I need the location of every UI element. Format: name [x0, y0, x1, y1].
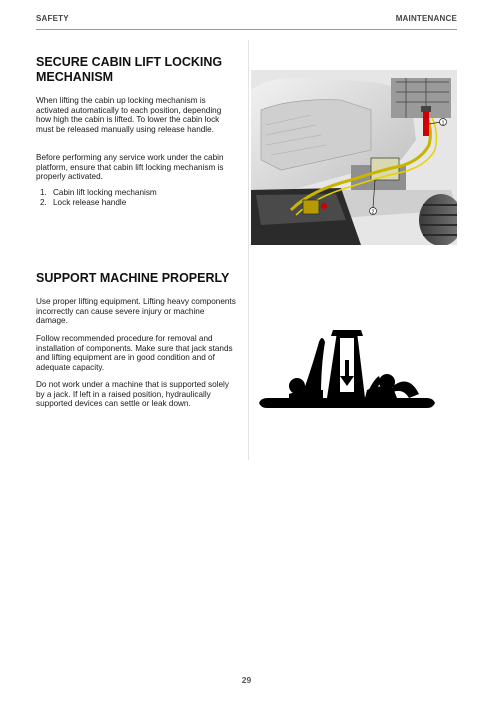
header-divider: [36, 29, 457, 30]
column-divider: [248, 40, 249, 460]
cabin-lift-mechanism-photo: [251, 70, 457, 245]
header-section-left: SAFETY: [36, 14, 69, 23]
cabin-lock-parts-list: [40, 188, 157, 207]
list-item: 2. Lock release handle: [40, 197, 127, 207]
header-section-right: MAINTENANCE: [395, 14, 457, 23]
section-title-support-machine: SUPPORT MACHINE PROPERLY: [36, 271, 230, 285]
cabin-lock-paragraph-2: Before performing any service work under the cabin platform, ensure that cabin lift locking mechanism is properly activated.: [36, 153, 224, 182]
list-item: 1. Cabin lift locking mechanism: [40, 188, 157, 197]
support-paragraph-2: Follow recommended procedure for removal and installation of components. Make sure that jack stands and lifting equipment are in good condition and of adequate capacity.: [36, 334, 233, 373]
page-number: 29: [241, 675, 252, 685]
support-paragraph-1: Use proper lifting equipment. Lifting heavy components incorrectly can cause severe injury or machine damage.: [36, 297, 236, 326]
callout-2-label: 2: [371, 209, 375, 216]
section-title-cabin-lock: SECURE CABIN LIFT LOCKING MECHANISM: [36, 55, 223, 84]
callout-1-label: 1: [441, 120, 445, 127]
cabin-lock-paragraph-1: When lifting the cabin up locking mechanism is activated automatically to each position, depending how high the cabin is lifted. To lower the cabin lock must be released manually using release handle.: [36, 96, 222, 135]
crush-hazard-warning-icon: [259, 320, 435, 418]
support-paragraph-3: Do not work under a machine that is supported solely by a jack. If left in a raised position, hydraulically supported devices can settle or leak down.: [36, 380, 229, 409]
